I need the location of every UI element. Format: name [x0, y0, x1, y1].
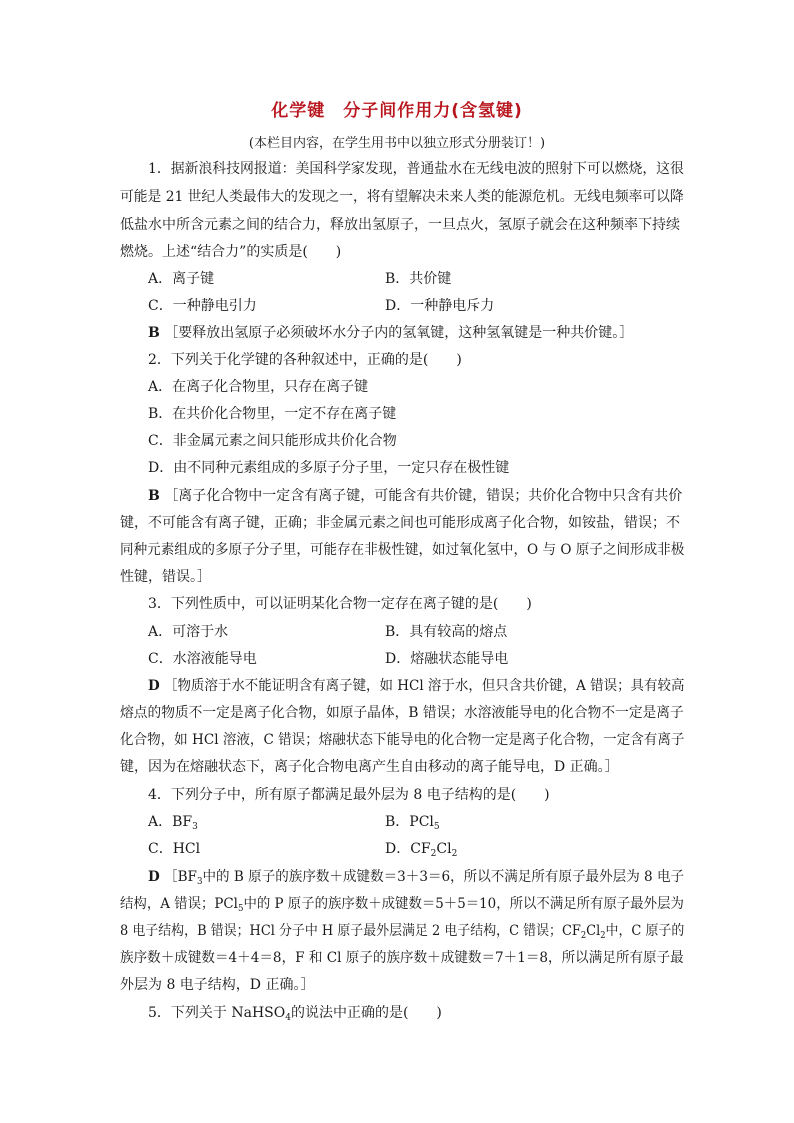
q2-option-d: D．由不同种元素组成的多原子分子里，一定只存在极性键 [148, 460, 510, 476]
page-title: 化学键 分子间作用力(含氢键) [271, 101, 523, 121]
q2-answer-line [148, 487, 682, 505]
q3-option-b: B．具有较高的熔点 [385, 624, 508, 640]
q4-stem: 4．下列分子中，所有原子都满足最外层为 8 电子结构的是( ) [148, 787, 550, 803]
q3-answer-line [148, 677, 684, 695]
q3-option-d: D．熔融状态能导电 [385, 651, 509, 667]
q2-explanation-line-4: 性键，错误。］ [120, 569, 211, 585]
q1-stem-line-3: 低盐水中所含元素之间的结合力，释放出氢原子，一旦点火，氢原子就会在这种频率下持续 [120, 217, 680, 233]
q4-option-d: D．$CF_2Cl_2$ [385, 841, 458, 859]
page-subtitle: (本栏目内容，在学生用书中以独立形式分册装订！) [248, 136, 546, 151]
q4-explanation-line-2: 结构，A 错误；PCl$_5$中的 P 原子的族序数＋成键数＝5＋5＝10，所以不满足所有原子最外层为 [120, 896, 684, 914]
q5-stem: 5．下列关于 NaHSO$_4$的说法中正确的是( ) [148, 1005, 442, 1023]
q2-explanation-line-1: ［离子化合物中一定含有离子键，可能含有共价键，错误；共价化合物中只含有共价 [164, 488, 683, 504]
q3-explanation-line-1: ［物质溶于水不能证明含有离子键，如 HCl 溶于水，但只含共价键，A 错误；具有较高 [163, 678, 685, 694]
q2-option-b: B．在共价化合物里，一定不存在离子键 [148, 406, 397, 422]
q3-option-a: A．可溶于水 [148, 624, 229, 640]
q1-option-d: D．一种静电斥力 [385, 298, 495, 314]
q2-explanation-line-2: 键，不可能含有离子键，正确；非金属元素之间也可能形成离子化合物，如铵盐，错误；不 [120, 515, 680, 531]
q3-answer: D [148, 678, 160, 694]
q1-stem-line-2: 可能是 21 世纪人类最伟大的发现之一，将有望解决未来人类的能源危机。无线电频率可以降 [120, 189, 684, 205]
q4-explanation-line-4: 族序数＋成键数＝4＋4＝8，F 和 Cl 原子的族序数＋成键数＝7＋1＝8，所以满足所有原子最 [120, 950, 684, 966]
q2-option-c: C．非金属元素之间只能形成共价化合物 [148, 433, 397, 449]
q3-explanation-line-2: 熔点的物质不一定是离子化合物，如原子晶体，B 错误；水溶液能导电的化合物不一定是离子 [120, 705, 684, 721]
q3-option-c: C．水溶液能导电 [148, 651, 257, 667]
q4-explanation-line-1: $[BF_3$中的 B 原子的族序数＋成键数＝3＋3＝6，所以不满足所有原子最外层为 8 电子 [164, 869, 685, 887]
q1-answer: B [148, 325, 160, 341]
q3-explanation-line-3: 化合物，如 HCl 溶液，C 错误；熔融状态下能导电的化合物一定是离子化合物，一定含有离子 [120, 732, 685, 748]
q4-option-a: A．$BF_3$ [148, 814, 198, 832]
q1-stem-line-1: 1．据新浪科技网报道：美国科学家发现，普通盐水在无线电波的照射下可以燃烧，这很 [148, 161, 684, 177]
q1-option-b: B．共价键 [385, 271, 452, 287]
q4-answer: D [148, 869, 160, 885]
q4-explanation-line-5: 外层为 8 电子结构，D 正确。］ [120, 977, 315, 993]
q4-option-c: C．HCl [148, 841, 201, 857]
q2-stem: 2．下列关于化学键的各种叙述中，正确的是( ) [148, 352, 462, 368]
q4-explanation-line-3: 8 电子结构，B 错误；HCl 分子中 H 原子最外层满足 2 电子结构，C 错误；$CF_2Cl_2$中，C 原子的 [120, 923, 685, 941]
q2-option-a: A．在离子化合物里，只存在离子键 [148, 379, 369, 395]
q4-option-b: B．PCl$_5$ [385, 814, 440, 832]
q3-explanation-line-4: 键，因为在熔融状态下，离子化合物电离产生自由移动的离子能导电，D 正确。］ [120, 759, 619, 775]
q4-answer-line [148, 868, 684, 886]
q1-stem-line-4: 燃烧。上述“结合力”的实质是( ) [120, 244, 342, 260]
q1-option-c: C．一种静电引力 [148, 298, 257, 314]
q2-answer: B [148, 488, 160, 504]
q2-explanation-line-3: 同种元素组成的多原子分子里，可能存在非极性键，如过氧化氢中，O 与 O 原子之间形成非极 [120, 542, 685, 558]
q1-answer-line [148, 324, 633, 342]
q1-explanation: ［要释放出氢原子必须破坏水分子内的氢氧键，这种氢氧键是一种共价键。］ [164, 325, 634, 341]
q3-stem: 3．下列性质中，可以证明某化合物一定存在离子键的是( ) [148, 596, 532, 612]
q1-option-a: A．离子键 [148, 271, 215, 287]
